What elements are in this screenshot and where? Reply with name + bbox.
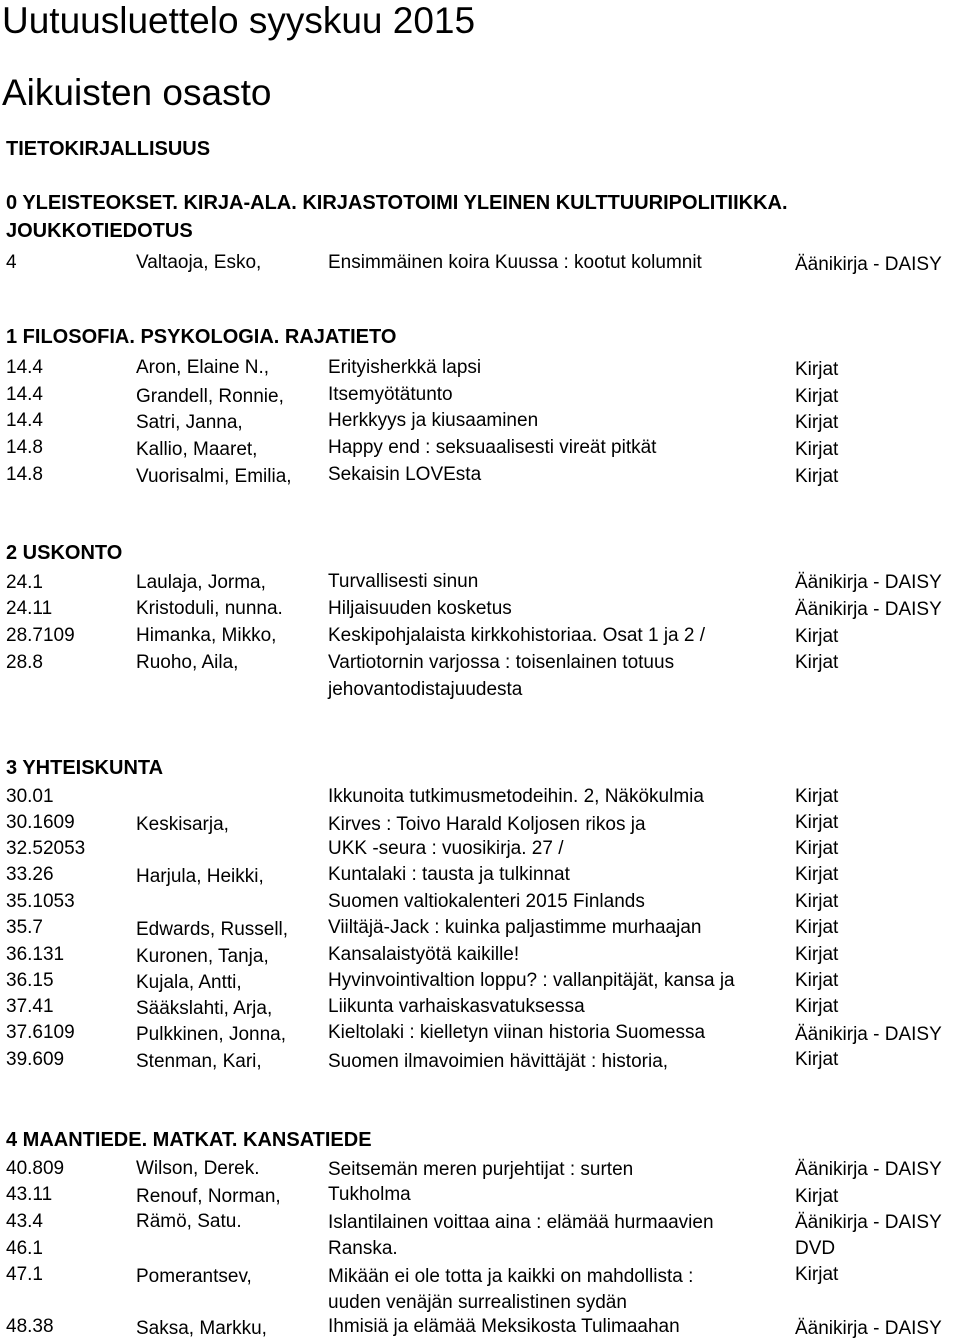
row-class: 35.1053 <box>6 891 75 912</box>
row-author: Saksa, Markku, <box>136 1318 267 1339</box>
row-author: Himanka, Mikko, <box>136 625 277 646</box>
row-title: Tukholma <box>328 1184 411 1205</box>
row-class: 35.7 <box>6 917 43 938</box>
row-title: Mikään ei ole totta ja kaikki on mahdollista : <box>328 1266 694 1287</box>
row-author: Harjula, Heikki, <box>136 866 264 887</box>
row-title: Ikkunoita tutkimusmetodeihin. 2, Näkökulmia <box>328 786 704 807</box>
row-class: 48.38 <box>6 1316 54 1337</box>
row-class: 14.8 <box>6 464 43 485</box>
row-title: Kansalaistyötä kaikille! <box>328 944 520 965</box>
row-author: Satri, Janna, <box>136 412 243 433</box>
row-type: Kirjat <box>795 359 839 380</box>
row-class: 28.7109 <box>6 625 75 646</box>
row-type: Kirjat <box>795 786 839 807</box>
row-title-continued: uuden venäjän surrealistinen sydän <box>328 1292 627 1313</box>
row-title: Islantilainen voittaa aina : elämää hurmaavien <box>328 1212 714 1233</box>
row-class: 30.01 <box>6 786 54 807</box>
section-heading: 3 YHTEISKUNTA <box>6 757 164 779</box>
row-class: 24.11 <box>6 598 53 619</box>
row-title: UKK -seura : vuosikirja. 27 / <box>328 838 564 859</box>
row-title: Hiljaisuuden kosketus <box>328 598 512 619</box>
row-type: Kirjat <box>795 970 839 991</box>
row-title: Turvallisesti sinun <box>328 571 479 592</box>
row-class: 37.41 <box>6 996 54 1017</box>
row-type: Äänikirja - DAISY <box>795 1212 942 1233</box>
row-author: Wilson, Derek. <box>136 1158 260 1179</box>
page-title: Uutuusluettelo syyskuu 2015 <box>2 0 476 41</box>
row-author: Grandell, Ronnie, <box>136 386 284 407</box>
row-title: Vartiotornin varjossa : toisenlainen totuus <box>328 652 675 673</box>
row-type: Äänikirja - DAISY <box>795 1159 942 1180</box>
row-class: 39.609 <box>6 1049 65 1070</box>
row-author: Edwards, Russell, <box>136 919 289 940</box>
row-author: Stenman, Kari, <box>136 1051 262 1072</box>
row-type: Kirjat <box>795 917 839 938</box>
row-type: Äänikirja - DAISY <box>795 572 942 593</box>
row-class: 14.4 <box>6 357 43 378</box>
row-type: Äänikirja - DAISY <box>795 599 942 620</box>
row-type: Kirjat <box>795 838 839 859</box>
row-author: Pomerantsev, <box>136 1266 252 1287</box>
row-author: Rämö, Satu. <box>136 1211 242 1232</box>
row-class: 43.11 <box>6 1184 53 1205</box>
row-title: Kieltolaki : kielletyn viinan historia Suomessa <box>328 1022 706 1043</box>
category-heading: TIETOKIRJALLISUUS <box>6 138 211 160</box>
row-title: Erityisherkkä lapsi <box>328 357 482 378</box>
row-type: DVD <box>795 1238 836 1259</box>
row-type: Kirjat <box>795 812 839 833</box>
row-type: Kirjat <box>795 466 839 487</box>
row-class: 43.4 <box>6 1211 43 1232</box>
row-author: Renouf, Norman, <box>136 1186 281 1207</box>
row-title: Viiltäjä-Jack : kuinka paljastimme murhaajan <box>328 917 702 938</box>
row-author: Sääkslahti, Arja, <box>136 998 273 1019</box>
row-title: Suomen valtiokalenteri 2015 Finlands <box>328 891 645 912</box>
row-type: Kirjat <box>795 891 839 912</box>
row-type: Äänikirja - DAISY <box>795 1024 942 1045</box>
row-author: Aron, Elaine N., <box>136 357 270 378</box>
row-class: 36.131 <box>6 944 65 965</box>
row-class: 28.8 <box>6 652 43 673</box>
row-title: Liikunta varhaiskasvatuksessa <box>328 996 585 1017</box>
title-main <box>2 0 475 42</box>
row-type: Kirjat <box>795 386 839 407</box>
section-heading: 4 MAANTIEDE. MATKAT. KANSATIEDE <box>6 1129 372 1151</box>
row-class: 4 <box>6 252 17 273</box>
row-title: Kirves : Toivo Harald Koljosen rikos ja <box>328 814 646 835</box>
row-author: Laulaja, Jorma, <box>136 572 266 593</box>
row-class: 24.1 <box>6 572 43 593</box>
row-title: Ihmisiä ja elämää Meksikosta Tulimaahan <box>328 1316 680 1337</box>
row-type: Kirjat <box>795 626 839 647</box>
row-title: Ranska. <box>328 1238 398 1259</box>
row-class: 37.6109 <box>6 1022 75 1043</box>
row-type: Kirjat <box>795 439 839 460</box>
row-type: Kirjat <box>795 652 839 673</box>
row-title: Keskipohjalaista kirkkohistoriaa. Osat 1 ja 2 / <box>328 625 706 646</box>
row-author: Kujala, Antti, <box>136 972 242 993</box>
row-author: Kallio, Maaret, <box>136 439 258 460</box>
row-author: Keskisarja, <box>136 814 229 835</box>
row-type: Äänikirja - DAISY <box>795 1318 942 1339</box>
row-title: Suomen ilmavoimien hävittäjät : historia, <box>328 1051 669 1072</box>
title-sub <box>2 72 271 114</box>
row-author: Kuronen, Tanja, <box>136 946 269 967</box>
row-title: Ensimmäinen koira Kuussa : kootut kolumnit <box>328 252 702 273</box>
row-title-continued: jehovantodistajuudesta <box>328 679 523 700</box>
row-title: Sekaisin LOVEsta <box>328 464 482 485</box>
row-type: Kirjat <box>795 412 839 433</box>
section-heading: JOUKKOTIEDOTUS <box>6 220 193 242</box>
row-title: Kuntalaki : tausta ja tulkinnat <box>328 864 570 885</box>
row-type: Kirjat <box>795 864 839 885</box>
row-class: 36.15 <box>6 970 54 991</box>
page-subtitle: Aikuisten osasto <box>2 72 272 113</box>
row-type: Kirjat <box>795 1186 839 1207</box>
row-author: Pulkkinen, Jonna, <box>136 1024 286 1045</box>
section-heading: 2 USKONTO <box>6 542 123 564</box>
row-class: 40.809 <box>6 1158 65 1179</box>
row-type: Kirjat <box>795 1264 839 1285</box>
row-class: 14.4 <box>6 384 43 405</box>
row-type: Kirjat <box>795 944 839 965</box>
row-class: 14.8 <box>6 437 43 458</box>
row-title: Seitsemän meren purjehtijat : surten <box>328 1159 634 1180</box>
row-type: Äänikirja - DAISY <box>795 254 942 275</box>
row-author: Vuorisalmi, Emilia, <box>136 466 292 487</box>
row-author: Ruoho, Aila, <box>136 652 239 673</box>
row-class: 32.52053 <box>6 838 86 859</box>
row-type: Kirjat <box>795 996 839 1017</box>
row-type: Kirjat <box>795 1049 839 1070</box>
row-title: Herkkyys ja kiusaaminen <box>328 410 539 431</box>
row-title: Hyvinvointivaltion loppu? : vallanpitäjät, kansa ja <box>328 970 735 991</box>
section-heading: 0 YLEISTEOKSET. KIRJA-ALA. KIRJASTOTOIMI YLEINEN KULTTUURIPOLITIIKKA. <box>6 192 788 214</box>
row-class: 30.1609 <box>6 812 75 833</box>
row-title: Happy end : seksuaalisesti vireät pitkät <box>328 437 657 458</box>
row-class: 33.26 <box>6 864 54 885</box>
row-class: 47.1 <box>6 1264 43 1285</box>
row-author: Kristoduli, nunna. <box>136 598 283 619</box>
row-title: Itsemyötätunto <box>328 384 453 405</box>
row-author: Valtaoja, Esko, <box>136 252 262 273</box>
section-heading: 1 FILOSOFIA. PSYKOLOGIA. RAJATIETO <box>6 326 397 348</box>
row-class: 14.4 <box>6 410 43 431</box>
row-class: 46.1 <box>6 1238 43 1259</box>
